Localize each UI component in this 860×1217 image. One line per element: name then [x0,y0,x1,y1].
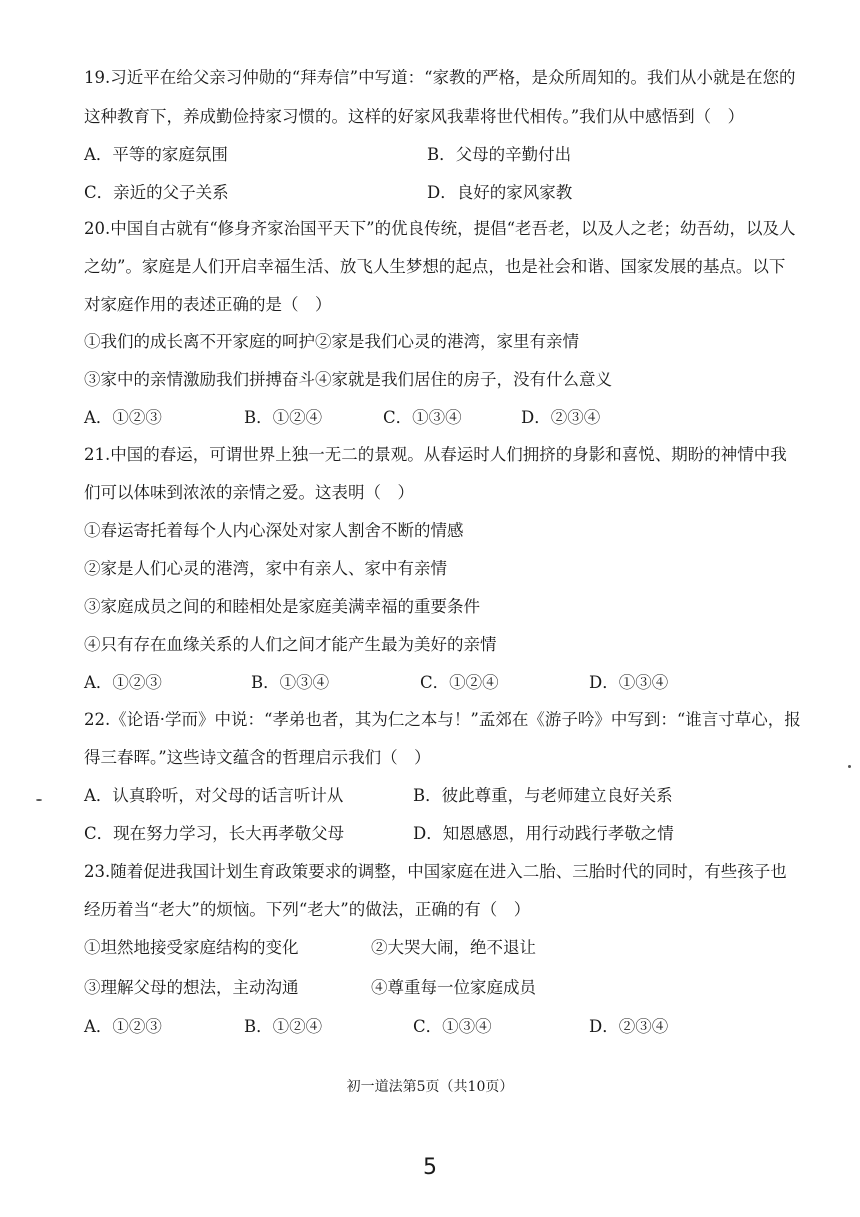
question-text-line: 20.中国自古就有“修身齐家治国平天下”的优良传统，提倡“老吾老，以及人之老；幼吾幼，以及人 [84,219,796,238]
option-c: C．①③④ [413,1017,492,1036]
option-d: D．②③④ [521,408,601,427]
statement-2: ②大哭大闹，绝不退让 [371,938,536,957]
question-text-line: 得三春晖。”这些诗文蕴含的哲理启示我们（ ） [84,748,431,767]
question-text-line: 们可以体味到浓浓的亲情之爱。这表明（ ） [84,483,414,502]
option-b: B．父母的辛勤付出 [427,145,572,164]
statement-1: ①坦然地接受家庭结构的变化 [84,938,299,957]
question-text-line: 经历着当“老大”的烦恼。下列“老大”的做法，正确的有（ ） [84,900,531,919]
question-text-line: 对家庭作用的表述正确的是（ ） [84,295,332,314]
scan-speck [848,765,851,768]
option-d: D．①③④ [589,673,669,692]
page-number: 5 [423,1155,437,1180]
option-c: C．①②④ [420,673,499,692]
statement-line: ②家是人们心灵的港湾，家中有亲人、家中有亲情 [84,559,447,578]
option-a: A．平等的家庭氛围 [84,145,228,164]
question-text-line: 22.《论语·学而》中说：“孝弟也者，其为仁之本与！”孟郊在《游子吟》中写到：“谁言寸草心，报 [84,710,801,729]
statement-3: ③理解父母的想法，主动沟通 [84,978,299,997]
statement-line: ①春运寄托着每个人内心深处对家人割舍不断的情感 [84,521,464,540]
option-a: A．①②③ [84,1017,162,1036]
option-b: B．①②④ [244,408,323,427]
question-text-line: 19.习近平在给父亲习仲勋的“拜寿信”中写道：“家教的严格，是众所周知的。我们从小就是在您的 [84,68,796,87]
option-b: B．①②④ [244,1017,323,1036]
option-a: A．认真聆听，对父母的话言听计从 [84,786,344,805]
statement-line: ④只有存在血缘关系的人们之间才能产生最为美好的亲情 [84,635,497,654]
option-b: B．彼此尊重，与老师建立良好关系 [413,786,673,805]
question-text-line: 之幼”。家庭是人们开启幸福生活、放飞人生梦想的起点，也是社会和谐、国家发展的基点。以下 [84,257,786,276]
option-b: B．①③④ [251,673,330,692]
option-c: C．亲近的父子关系 [84,183,229,202]
option-c: C．①③④ [383,408,462,427]
option-d: D．良好的家风家教 [427,183,573,202]
option-d: D．知恩感恩，用行动践行孝敬之情 [413,824,674,843]
statement-4: ④尊重每一位家庭成员 [371,978,536,997]
statement-line: ③家庭成员之间的和睦相处是家庭美满幸福的重要条件 [84,597,480,616]
option-a: A．①②③ [84,673,162,692]
statement-line: ①我们的成长离不开家庭的呵护②家是我们心灵的港湾，家里有亲情 [84,332,579,351]
statement-line: ③家中的亲情激励我们拼搏奋斗④家就是我们居住的房子，没有什么意义 [84,370,612,389]
question-text-line: 这种教育下，养成勤俭持家习惯的。这样的好家风我辈将世代相传。”我们从中感悟到（ ） [84,107,745,126]
option-d: D．②③④ [589,1017,669,1036]
question-text-line: 21.中国的春运，可谓世界上独一无二的景观。从春运时人们拥挤的身影和喜悦、期盼的神情中我 [84,445,787,464]
scan-speck [36,799,42,801]
option-a: A．①②③ [84,408,162,427]
page-footer: 初一道法第5页（共10页） [346,1079,514,1095]
question-text-line: 23.随着促进我国计划生育政策要求的调整，中国家庭在进入二胎、三胎时代的同时，有些孩子也 [84,862,787,881]
option-c: C．现在努力学习，长大再孝敬父母 [84,824,345,843]
